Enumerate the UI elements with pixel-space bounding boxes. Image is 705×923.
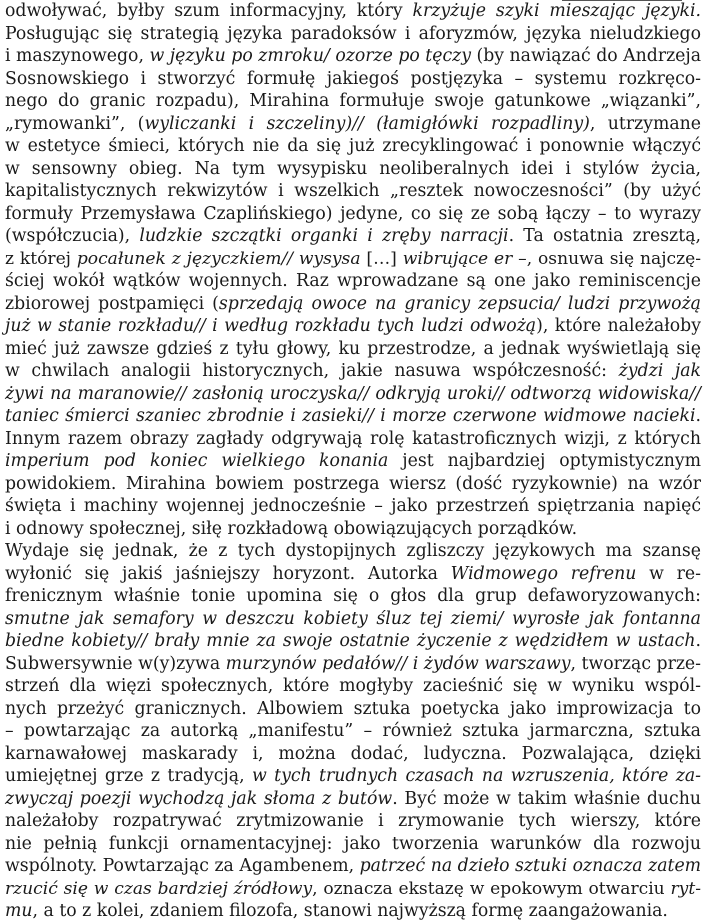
text-run: , tworząc prze- [570, 653, 702, 674]
text-line [5, 720, 701, 743]
text-run: nie pełnią funkcji ornamentacyjnej: jako tworzenia warunków dla rozwoju [5, 833, 701, 854]
text-line [5, 225, 701, 248]
text-run: umiejętnej grze z tradycją, [5, 766, 252, 786]
text-line [5, 248, 701, 271]
text-line [5, 270, 701, 293]
text-line [5, 743, 701, 766]
italic-quote: w tych trudnych czasach na wzruszenia, które za- [251, 766, 701, 786]
text-run: należałoby rozpatrywać zrytmizowanie i zrymowanie tych wierszy, które [5, 811, 701, 831]
text-run: Wydaje się jednak, że z tych dystopijnych zgliszczy językowych ma szansę [5, 541, 701, 561]
text-line [5, 90, 701, 113]
text-run: i odnowy społecznej, siłę rozkładową obowiązujących porządków. [5, 518, 578, 539]
text-run: frenicznym właśnie tonie upomina się o głos dla grup defaworyzowanych: [5, 586, 701, 606]
text-run: w estetyce śmieci, których nie da się już zrecyklingować i ponownie włączyć [5, 136, 701, 156]
text-line [5, 383, 701, 406]
text-run: (by nawiązać do Andrzeja [471, 46, 702, 66]
text-run: . Ta ostatnia zresztą, [508, 226, 701, 246]
italic-quote: rzucić się w czas bardziej źródłowy [5, 878, 313, 899]
text-run: ), które należałoby [536, 316, 701, 336]
text-run: i maszynowego, [5, 46, 150, 66]
italic-quote: w języku po zmroku/ ozorze po tęczy [149, 46, 471, 66]
italic-quote: zwyczaj poezji wychodzą jak słoma z butów [5, 788, 393, 809]
text-line [5, 135, 701, 158]
text-run: wyłonić się jakiś jaśniejszy horyzont. Autorka [5, 563, 451, 584]
text-run: –, osnuwa się najczę- [512, 248, 701, 269]
text-run: z której [5, 248, 77, 269]
italic-quote: Widmowego refrenu [450, 563, 637, 584]
text-line [5, 585, 701, 608]
italic-quote: biedne kobiety// brały mnie za swoje ostatnie życzenie z wędzidłem w ustach [5, 631, 696, 651]
text-line [5, 855, 701, 878]
text-line [5, 630, 701, 653]
text-line [5, 0, 701, 23]
text-run: Sosnowskiego i stworzyć formułę jakiegoś postjęzyka – systemu rozkręco- [5, 68, 701, 89]
italic-quote: wibrujące er [402, 248, 513, 269]
italic-quote: żywi na maranowie// zasłonią uroczyska// odkryją uroki// odtworzą widowiska// [5, 383, 701, 404]
text-line [5, 23, 701, 46]
text-run: Innym razem obrazy zagłady odgrywają rolę katastroficznych wizji, z których [5, 428, 701, 449]
text-run: nych przeżyć granicznych. Albowiem sztuka poetycka jako improwizacja to [5, 698, 701, 719]
italic-quote: już w stanie rozkładu// i według rozkładu tych ludzi odwożą [5, 316, 537, 336]
text-run: – powtarzając za autorką „manifestu” – również sztuka jarmarczna, sztuka [5, 721, 701, 741]
text-run: „rymowanki”, ( [5, 113, 145, 134]
text-line [5, 495, 701, 518]
text-line [5, 788, 701, 811]
text-run: formuły Przemysława Czaplińskiego) jedyne, co się ze sobą łączy – to wyrazy [5, 203, 701, 224]
text-line [5, 608, 701, 631]
italic-quote: mu [5, 901, 33, 921]
text-line [5, 540, 701, 563]
text-run: , utrzymane [589, 113, 701, 134]
text-run: (współczucia), [5, 226, 140, 246]
text-line [5, 698, 701, 721]
italic-quote: żydzi jak [618, 361, 701, 381]
text-line [5, 68, 701, 91]
text-run: Posługując się strategią języka paradoksów i aforyzmów, języka nieludzkiego [5, 23, 701, 44]
text-line [5, 450, 701, 473]
italic-quote: murzynów pedałów// i żydów warszawy [225, 653, 571, 674]
text-line [5, 113, 701, 136]
text-run: . [695, 631, 701, 651]
text-line [5, 518, 701, 541]
text-run: nego do granic rozpadu), Mirahina formułuje swoje gatunkowe „wiązanki”, [5, 91, 701, 111]
text-line [5, 765, 701, 788]
text-run: jest najbardziej optymistycznym [388, 451, 701, 471]
text-run: w re- [636, 563, 701, 584]
text-run: , a to z kolei, zdaniem filozofa, stanowi najwyższą formę zaangażowania. [32, 901, 668, 921]
text-line [5, 563, 701, 586]
italic-quote: smutne jak semafory w deszczu kobiety śluz tej ziemi/ wyrosłe jak fontanna [5, 608, 701, 629]
text-line [5, 675, 701, 698]
text-line [5, 203, 701, 226]
text-line [5, 158, 701, 181]
text-run: ściej wokół wątków wojennych. Raz wprowadzane są one jako reminiscencje [5, 271, 701, 291]
text-line [5, 810, 701, 833]
text-run: . [695, 406, 701, 426]
text-run: mieć już zawsze gdzieś z tyłu głowy, ku przestrodze, a jednak wyświetlają się [5, 338, 701, 359]
text-run: święta i machiny wojennej jednocześnie – jako przestrzeń spiętrzania napięć [5, 496, 701, 516]
text-line [5, 315, 701, 338]
text-line [5, 653, 701, 676]
text-line [5, 180, 701, 203]
text-line [5, 293, 701, 316]
text-run: karnawałowej maskarady i, można dodać, ludyczna. Pozwalająca, dzięki [5, 743, 701, 764]
text-line [5, 833, 701, 856]
italic-quote: ryt- [670, 878, 701, 899]
text-line [5, 473, 701, 496]
document-page [5, 0, 702, 921]
text-run: strzeń dla więzi społecznych, które mogłyby zacieśnić się w wyniku wspól- [5, 676, 701, 696]
text-run: wspólnoty. Powtarzając za Agambenem, [5, 856, 360, 876]
text-run: Subwersywnie w(y)zywa [5, 653, 226, 674]
text-run: , oznacza ekstazę w epokowym otwarciu [312, 878, 671, 899]
text-run: w chwilach analogii historycznych, jakie nasuwa współczesność: [5, 361, 619, 381]
text-line [5, 900, 701, 923]
text-run: . Być może w takim właśnie duchu [392, 788, 701, 809]
italic-quote: ludzkie szczątki organki i zręby narracji [139, 226, 509, 246]
italic-quote: sprzedają owoce na granicy zepsucia/ ludzi przywożą [218, 293, 701, 314]
italic-quote: krzyżuje szyki mieszając języki. [412, 1, 701, 21]
text-run: zbiorowej postpamięci ( [5, 293, 219, 314]
italic-quote: imperium pod koniec wielkiego konania [5, 451, 389, 471]
text-line [5, 338, 701, 361]
text-run: w sensowny obieg. Na tym wysypisku neoliberalnych idei i stylów życia, [5, 158, 701, 179]
text-run: kapitalistycznych rekwizytów i wszelkich „resztek nowoczesności” (by użyć [5, 181, 701, 201]
italic-quote: taniec śmierci szaniec zbrodnie i zasieki// i morze czerwone widmowe nacieki [5, 406, 696, 426]
text-line [5, 878, 701, 901]
italic-quote: patrzeć na dzieło sztuki oznacza zatem [359, 856, 702, 876]
text-line [5, 45, 701, 68]
text-run: odwoływać, byłby szum informacyjny, który [5, 1, 413, 21]
text-line [5, 428, 701, 451]
text-run: […] [360, 248, 403, 269]
text-run: powidokiem. Mirahina bowiem postrzega wiersz (dość ryzykownie) na wzór [5, 473, 701, 494]
text-line [5, 360, 701, 383]
text-line [5, 405, 701, 428]
italic-quote: pocałunek z języczkiem// wysysa [76, 248, 361, 269]
italic-quote: wyliczanki i szczeliny)// (łamigłówki rozpadliny) [144, 113, 590, 134]
